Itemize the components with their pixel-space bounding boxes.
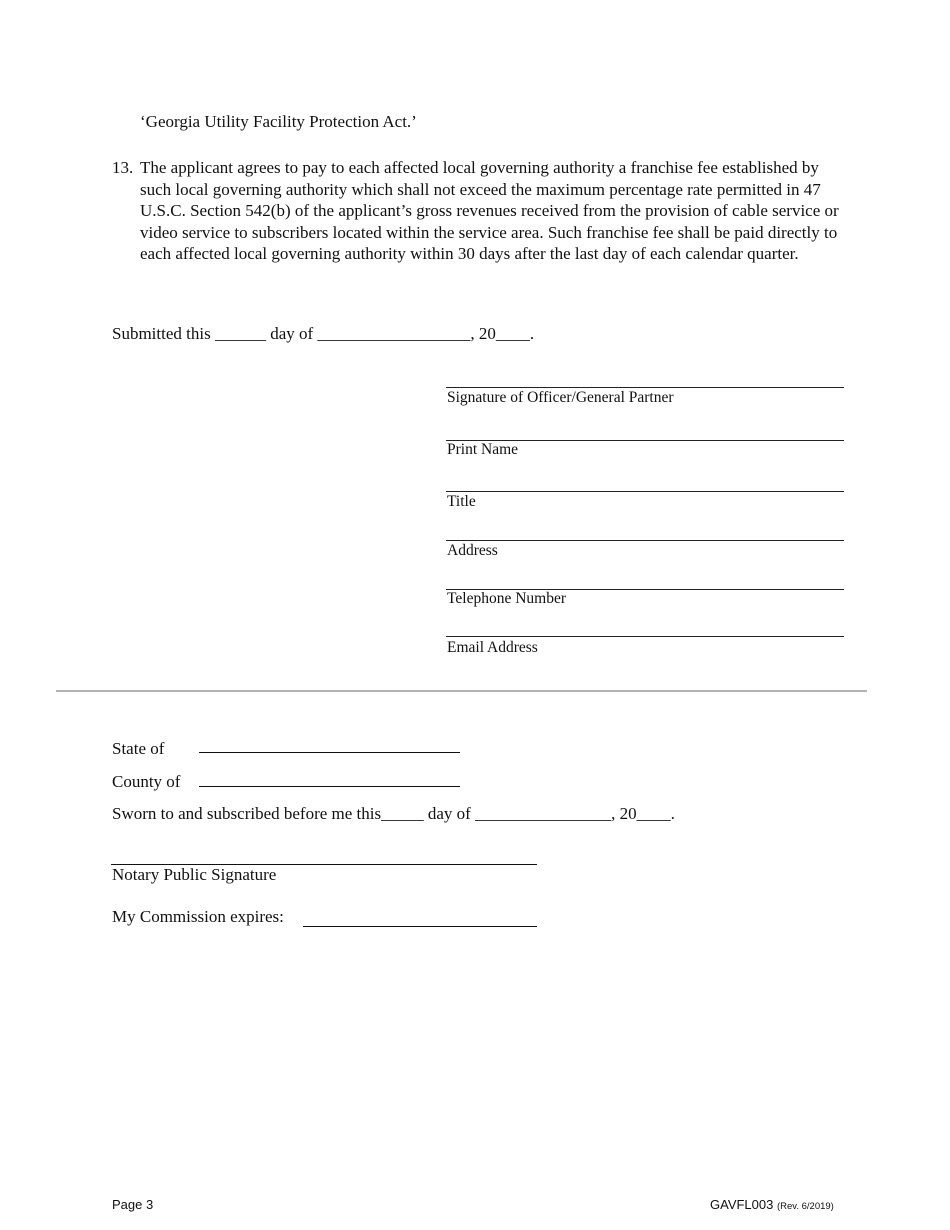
telephone-label: Telephone Number bbox=[447, 590, 566, 607]
state-of-label: State of bbox=[112, 739, 165, 758]
submitted-line: Submitted this ______ day of __________________, 20____. bbox=[112, 324, 535, 343]
section-divider bbox=[56, 690, 867, 692]
email-label: Email Address bbox=[447, 639, 538, 656]
commission-field[interactable] bbox=[303, 926, 537, 927]
signature-label: Signature of Officer/General Partner bbox=[447, 389, 674, 406]
form-id bbox=[710, 1197, 834, 1212]
email-field[interactable] bbox=[446, 636, 844, 637]
form-code: GAVFL003 bbox=[710, 1197, 774, 1212]
county-of-label: County of bbox=[112, 772, 181, 791]
address-label: Address bbox=[447, 542, 498, 559]
signature-field[interactable] bbox=[446, 387, 844, 388]
title-label: Title bbox=[447, 493, 476, 510]
form-revision: (Rev. 6/2019) bbox=[776, 1201, 834, 1212]
notary-signature-label: Notary Public Signature bbox=[112, 865, 277, 884]
item-13-number: 13. bbox=[112, 158, 134, 177]
commission-label: My Commission expires: bbox=[112, 907, 284, 926]
print-name-label: Print Name bbox=[447, 441, 519, 458]
sworn-line: Sworn to and subscribed before me this_____ day of ________________, 20____. bbox=[112, 804, 675, 823]
continuation-text: ‘Georgia Utility Facility Protection Act.’ bbox=[140, 112, 417, 131]
page-number: Page 3 bbox=[112, 1197, 154, 1212]
address-field[interactable] bbox=[446, 540, 844, 541]
county-of-field[interactable] bbox=[199, 786, 460, 787]
title-field[interactable] bbox=[446, 491, 844, 492]
item-13-text: The applicant agrees to pay to each affected local governing authority a franchise fee established by such local governing authority which shall not exceed the maximum percentage rate permitted in 47 U.S.C. Section 542(b) of the applicant’s gross revenues received from the provision of cable service or video service to subscribers located within the service area. Such franchise fee shall be paid directly to each affected local governing authority within 30 days after the last day of each calendar quarter. bbox=[140, 158, 839, 263]
state-of-field[interactable] bbox=[199, 752, 460, 753]
